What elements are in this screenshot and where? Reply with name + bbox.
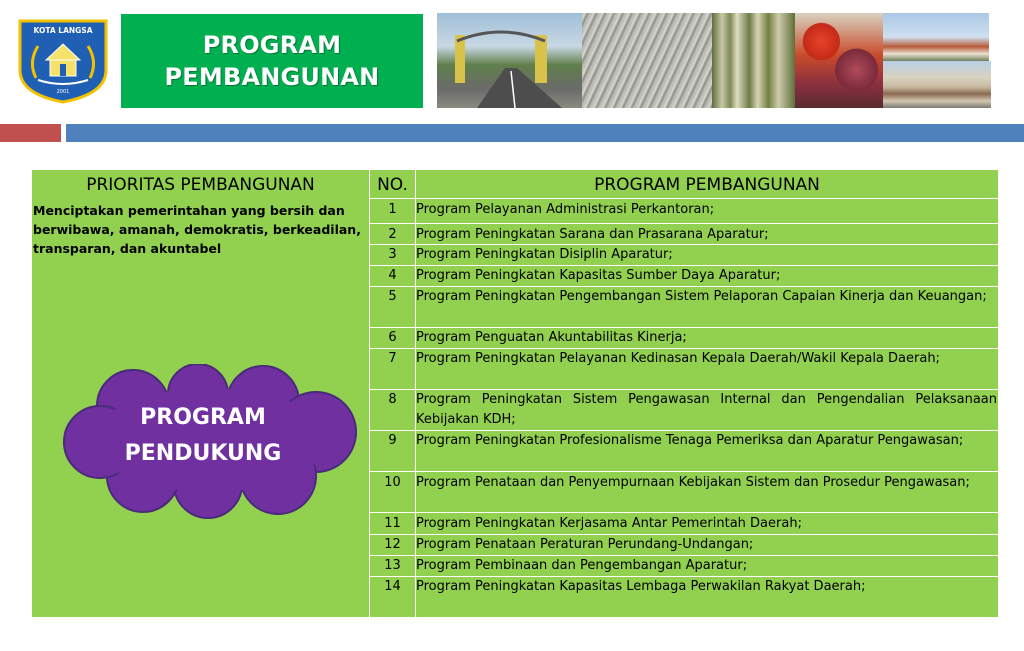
title-line-2: PEMBANGUNAN	[164, 63, 380, 91]
cloud-line-2: PENDUKUNG	[124, 441, 282, 466]
priority-description: Menciptakan pemerintahan yang bersih dan berwibawa, amanah, demokratis, berkeadilan, transparan, dan akuntabel	[33, 203, 361, 256]
row-number: 1	[388, 202, 397, 217]
row-number: 9	[388, 433, 397, 448]
photo-government-building	[883, 61, 991, 108]
row-number: 2	[388, 227, 397, 242]
photo-market-produce	[795, 13, 883, 108]
photo-mosque	[883, 13, 989, 61]
row-separator	[370, 512, 998, 513]
row-number: 3	[388, 247, 397, 262]
row-number: 13	[384, 558, 401, 573]
program-name: Program Pembinaan dan Pengembangan Aparatur;	[416, 558, 748, 573]
program-name-continued: Kebijakan KDH;	[416, 412, 516, 427]
photo-city-gate	[437, 13, 582, 108]
photo-rubber-trees	[712, 13, 795, 108]
header-priority: PRIORITAS PEMBANGUNAN	[86, 175, 315, 195]
logo-year: 2001	[56, 89, 70, 95]
header-number: NO.	[377, 175, 408, 195]
program-name: Program Peningkatan Kapasitas Sumber Daya Aparatur;	[416, 268, 781, 283]
photo-dried-fish	[582, 13, 712, 108]
row-number: 5	[388, 289, 397, 304]
program-name: Program Pelayanan Administrasi Perkantoran;	[416, 202, 715, 217]
row-number: 4	[388, 268, 397, 283]
header-program: PROGRAM PEMBANGUNAN	[594, 175, 820, 195]
row-number: 14	[384, 579, 401, 594]
divider-red	[0, 124, 61, 142]
cloud-line-1: PROGRAM	[140, 405, 266, 430]
cloud-label	[88, 400, 318, 472]
program-name: Program Peningkatan Pelayanan Kedinasan Kepala Daerah/Wakil Kepala Daerah;	[416, 351, 940, 366]
program-name: Program Peningkatan Kapasitas Lembaga Perwakilan Rakyat Daerah;	[416, 579, 866, 594]
row-number: 11	[384, 516, 401, 531]
title-banner	[121, 14, 423, 108]
program-name: Program Penataan dan Penyempurnaan Kebijakan Sistem dan Prosedur Pengawasan;	[416, 475, 970, 490]
row-separator	[370, 223, 998, 224]
program-name: Program Peningkatan Disiplin Aparatur;	[416, 247, 673, 262]
row-number: 10	[384, 475, 401, 490]
row-number: 7	[388, 351, 397, 366]
row-separator	[370, 471, 998, 472]
program-name: Program Peningkatan Pengembangan Sistem Pelaporan Capaian Kinerja dan Keuangan;	[416, 289, 987, 304]
program-name: Program Penguatan Akuntabilitas Kinerja;	[416, 330, 687, 345]
program-name: Program Peningkatan Kerjasama Antar Pemerintah Daerah;	[416, 516, 802, 531]
row-number: 12	[384, 537, 401, 552]
row-number: 8	[388, 392, 397, 407]
divider-blue	[66, 124, 1024, 142]
kota-langsa-logo	[16, 18, 110, 104]
title-line-1: PROGRAM	[202, 31, 342, 59]
logo-text: KOTA LANGSA	[33, 26, 93, 35]
program-name: Program Peningkatan Profesionalisme Tenaga Pemeriksa dan Aparatur Pengawasan;	[416, 433, 964, 448]
program-name: Program Peningkatan Sarana dan Prasarana Aparatur;	[416, 227, 769, 242]
row-separator	[370, 198, 998, 199]
row-number: 6	[388, 330, 397, 345]
program-name: Program Peningkatan Sistem Pengawasan Internal dan Pengendalian Pelaksanaan	[416, 392, 997, 407]
program-name: Program Penataan Peraturan Perundang-Undangan;	[416, 537, 754, 552]
